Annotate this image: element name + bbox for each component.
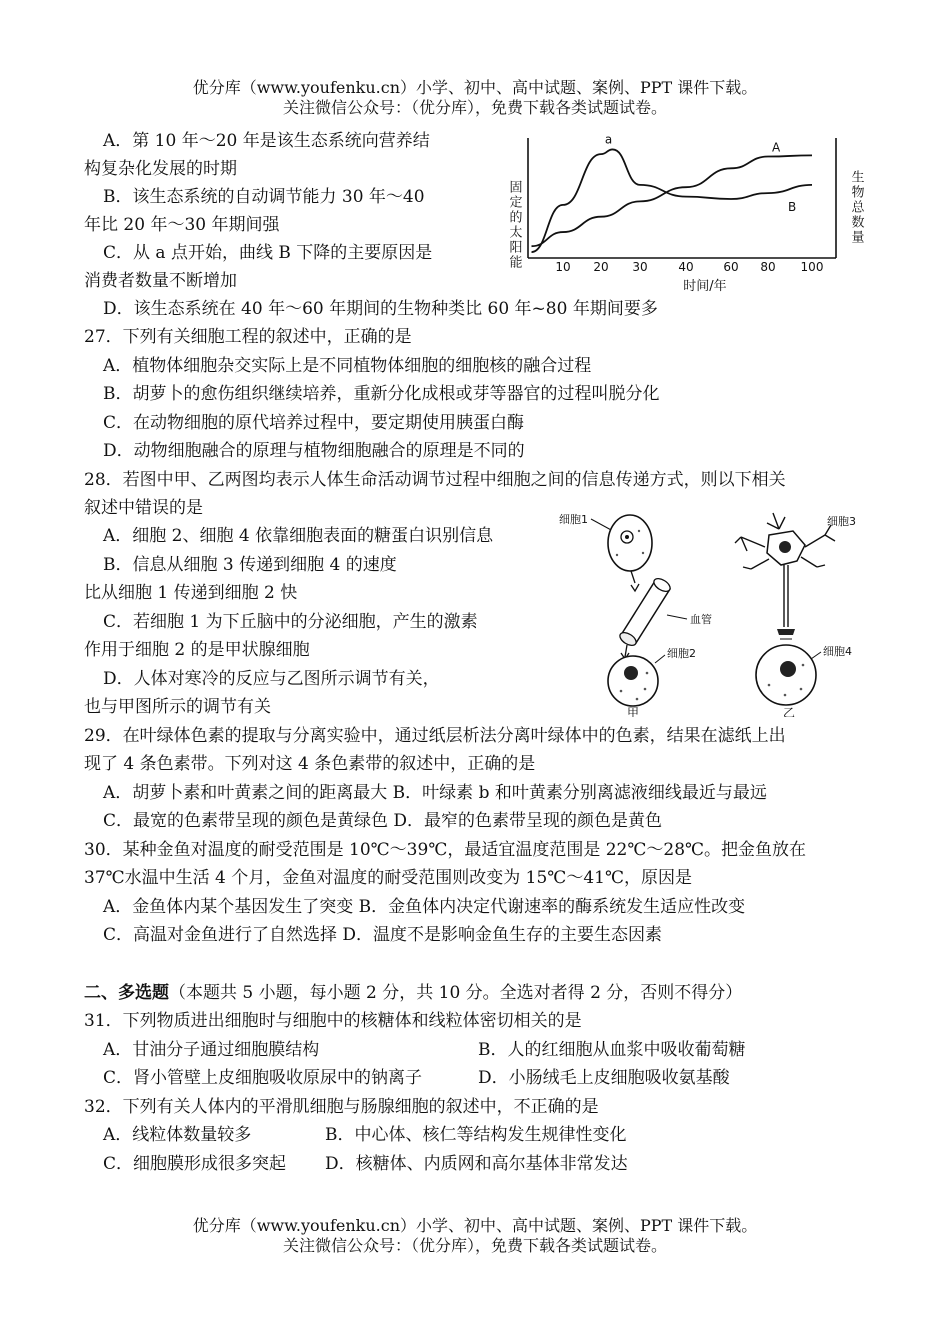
q26-option-a: A．第 10 年～20 年是该生态系统向营养结: [103, 131, 430, 151]
label-vessel: 血管: [690, 613, 712, 626]
q27-stem: 27．下列有关细胞工程的叙述中，正确的是: [84, 327, 412, 347]
q26-option-b-cont: 年比 20 年～30 年期间强: [84, 215, 280, 235]
label-cell-4: 细胞4: [823, 645, 852, 658]
x-tick-label: 80: [760, 260, 776, 274]
q31-option-a: A．甘油分子通过细胞膜结构: [103, 1040, 320, 1060]
chart-ylabel-left: 固定的太阳能: [506, 180, 522, 270]
q30-options-cd: C．高温对金鱼进行了自然选择 D．温度不是影响金鱼生存的主要生态因素: [103, 925, 663, 945]
series-label-a: A: [772, 140, 781, 155]
q26-option-b: B．该生态系统的自动调节能力 30 年～40: [103, 187, 425, 207]
q32-stem: 32．下列有关人体内的平滑肌细胞与肠腺细胞的叙述中，不正确的是: [84, 1097, 599, 1117]
header-line-1: 优分库（www.youfenku.cn）小学、初中、高中试题、案例、PPT 课件下载。: [192, 78, 758, 97]
x-tick-label: 30: [632, 260, 648, 274]
q29-options-ab: A．胡萝卜素和叶黄素之间的距离最大 B．叶绿素 b 和叶黄素分别离滤液细线最近与最远: [103, 783, 767, 803]
q28-option-d: D．人体对寒冷的反应与乙图所示调节有关，: [103, 669, 440, 689]
x-tick-label: 60: [723, 260, 739, 274]
q26-option-d: D．该生态系统在 40 年～60 年期间的生物种类比 60 年~80 年期间要多: [103, 299, 658, 319]
label-jia: 甲: [627, 706, 640, 717]
cell-2-nucleus: [624, 666, 638, 680]
q28-option-c-cont: 作用于细胞 2 的是甲状腺细胞: [84, 640, 310, 660]
section2-title: 二、多选题: [84, 983, 169, 1003]
label-cell-3: 细胞3: [827, 515, 856, 528]
x-tick-label: 40: [678, 260, 694, 274]
blood-vessel: [618, 576, 673, 648]
q28-option-c: C．若细胞 1 为下丘脑中的分泌细胞，产生的激素: [103, 612, 478, 632]
cell-2: [608, 656, 658, 706]
q31-option-c: C．肾小管壁上皮细胞吸收原尿中的钠离子: [103, 1068, 423, 1088]
q29-stem: 29．在叶绿体色素的提取与分离实验中，通过纸层析法分离叶绿体中的色素，结果在滤纸上出: [84, 726, 786, 746]
q29-options-cd: C．最宽的色素带呈现的颜色是黄绿色 D．最窄的色素带呈现的颜色是黄色: [103, 811, 663, 831]
footer-line-2: 关注微信公众号：（优分库），免费下载各类试题试卷。: [282, 1236, 667, 1255]
series-line-b: [532, 149, 813, 252]
q28-option-b: B．信息从细胞 3 传递到细胞 4 的速度: [103, 555, 397, 575]
footer-line-1: 优分库（www.youfenku.cn）小学、初中、高中试题、案例、PPT 课件下载。: [192, 1216, 758, 1235]
cell-4-nucleus: [780, 661, 796, 677]
neuron-cell-3: [735, 513, 835, 639]
ecosystem-line-chart: [500, 130, 870, 298]
q31-option-b: B．人的红细胞从血浆中吸收葡萄糖: [478, 1040, 746, 1060]
q26-option-c: C．从 a 点开始，曲线 B 下降的主要原因是: [103, 243, 433, 263]
series-label-b: B: [788, 200, 797, 215]
q32-option-a: A．线粒体数量较多: [103, 1125, 252, 1145]
q27-option-b: B．胡萝卜的愈伤组织继续培养，重新分化成根或芽等器官的过程叫脱分化: [103, 384, 660, 404]
q28-option-a: A．细胞 2、细胞 4 依靠细胞表面的糖蛋白识别信息: [103, 526, 494, 546]
series-line-a: [532, 155, 813, 246]
q26-option-a-cont: 构复杂化发展的时期: [84, 159, 237, 179]
q32-option-d: D．核糖体、内质网和高尔基体非常发达: [325, 1154, 628, 1174]
q27-option-c: C．在动物细胞的原代培养过程中，要定期使用胰蛋白酶: [103, 413, 525, 433]
q30-options-ab: A．金鱼体内某个基因发生了突变 B．金鱼体内决定代谢速率的酶系统发生适应性改变: [103, 897, 746, 917]
q27-option-a: A．植物体细胞杂交实际上是不同植物体细胞的细胞核的融合过程: [103, 356, 592, 376]
x-tick-label: 100: [800, 260, 824, 274]
q31-option-d: D．小肠绒毛上皮细胞吸收氨基酸: [478, 1068, 730, 1088]
header-line-2: 关注微信公众号：（优分库），免费下载各类试题试卷。: [282, 98, 667, 117]
x-tick-label: 20: [593, 260, 609, 274]
q27-option-d: D．动物细胞融合的原理与植物细胞融合的原理是不同的: [103, 441, 525, 461]
q28-option-d-cont: 也与甲图所示的调节有关: [84, 697, 271, 717]
q31-stem: 31．下列物质进出细胞时与细胞中的核糖体和线粒体密切相关的是: [84, 1011, 582, 1031]
q32-option-b: B．中心体、核仁等结构发生规律性变化: [325, 1125, 627, 1145]
q29-stem-cont: 现了 4 条色素带。下列对这 4 条色素带的叙述中，正确的是: [84, 754, 536, 774]
peak-label-a: a: [604, 132, 613, 147]
q28-stem-cont: 叙述中错误的是: [84, 498, 203, 518]
label-cell-1: 细胞1: [559, 513, 588, 526]
cell-1: [608, 515, 652, 571]
q30-stem: 30．某种金鱼对温度的耐受范围是 10℃～39℃，最适宜温度范围是 22℃～28℃。把金鱼放在: [84, 840, 807, 860]
cell-signaling-figure: [555, 495, 870, 717]
chart-xlabel: 时间/年: [683, 279, 727, 294]
section2-note: （本题共 5 小题，每小题 2 分，共 10 分。全选对者得 2 分，否则不得分）: [169, 983, 743, 1003]
label-cell-2: 细胞2: [667, 647, 696, 660]
q32-option-c: C．细胞膜形成很多突起: [103, 1154, 287, 1174]
x-tick-label: 10: [555, 260, 571, 274]
q28-option-b-cont: 比从细胞 1 传递到细胞 2 快: [84, 583, 298, 603]
section2-heading: [84, 982, 742, 1004]
q28-stem: 28．若图中甲、乙两图均表示人体生命活动调节过程中细胞之间的信息传递方式，则以下相关: [84, 470, 786, 490]
chart-ylabel-right: 生物总数量: [848, 170, 864, 245]
label-yi: 乙: [783, 706, 796, 717]
q30-stem-cont: 37℃水温中生活 4 个月，金鱼对温度的耐受范围则改变为 15℃～41℃，原因是: [84, 868, 692, 888]
q26-option-c-cont: 消费者数量不断增加: [84, 271, 237, 291]
